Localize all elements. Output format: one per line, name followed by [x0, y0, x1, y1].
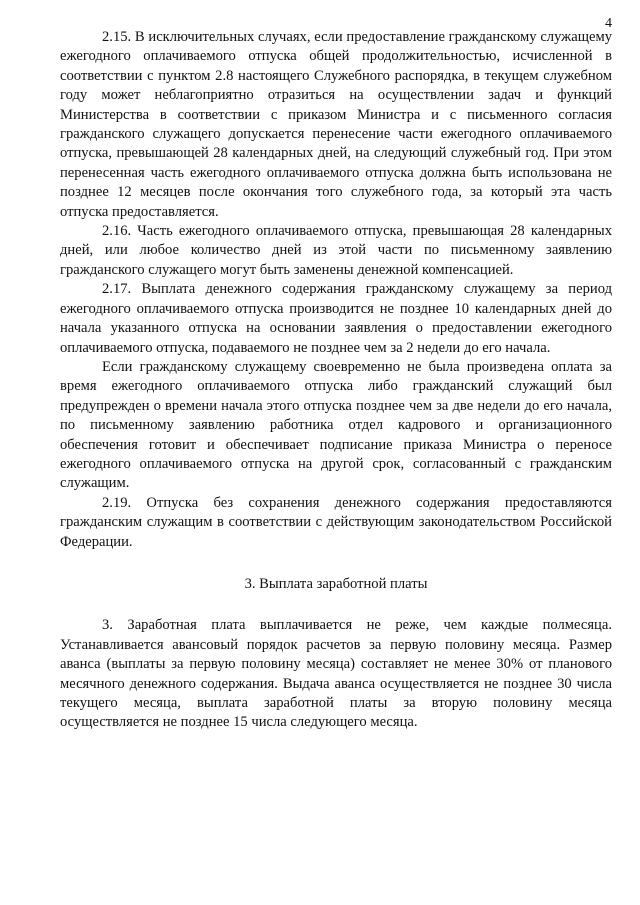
paragraph-2-17: 2.17. Выплата денежного содержания гражданскому служащему за период ежегодного оплачиваемого отпуска производится не позднее 10 календарных дней до начала указанного отпуска на основании заявления о предоставлении ежегодного оплачиваемого отпуска, подаваемого не позднее чем за 2 недели до его начала.: [60, 281, 612, 356]
section-heading: 3. Выплата заработной платы: [244, 575, 428, 592]
document-body: [60, 28, 612, 733]
paragraph-3: 3. Заработная плата выплачивается не реже, чем каждые полмесяца. Устанавливается авансовый порядок расчетов за первую половину месяца. Размер аванса (выплаты за первую половину месяца) составляет не менее 30% от планового месячного денежного содержания. Выдача аванса осуществляется не позднее 30 числа текущего месяца, выплата заработной платы за вторую половину месяца осуществляется не позднее 15 числа следующего месяца.: [60, 617, 612, 731]
paragraph-2-15: 2.15. В исключительных случаях, если предоставление гражданскому служащему ежегодного оплачиваемого отпуска общей продолжительностью, исчисленной в соответствии с пунктом 2.8 настоящего Служебного распорядка, в текущем служебном году может неблагоприятно отразиться на осуществлении задач и функций Министерства в соответствии с приказом Министра и с письменного согласия гражданского служащего допускается перенесение части ежегодного оплачиваемого отпуска, превышающей 28 календарных дней, на следующий служебный год. При этом перенесенная часть ежегодного оплачиваемого отпуска должна быть использована не позднее 12 месяцев после окончания того служебного года, за который эта часть отпуска предоставляется.: [60, 29, 612, 220]
paragraph-2-16: 2.16. Часть ежегодного оплачиваемого отпуска, превышающая 28 календарных дней, или любое количество дней из этой части по письменному заявлению гражданского служащего могут быть заменены денежной компенсацией.: [60, 223, 612, 278]
page-number: 4: [605, 16, 612, 31]
paragraph-2-19: 2.19. Отпуска без сохранения денежного содержания предоставляются гражданским служащим в соответствии с действующим законодательством Российской Федерации.: [60, 494, 612, 550]
paragraph-2-17-continuation: Если гражданскому служащему своевременно не была произведена оплата за время ежегодного оплачиваемого отпуска либо гражданский служащий был предупрежден о времени начала этого отпуска позднее чем за две недели до его начала, по письменному заявлению работника отдел кадрового и организационного обеспечения готовит и обеспечивает подписание приказа Министра о переносе ежегодного оплачиваемого отпуска на другой срок, согласованный с гражданским служащим.: [60, 358, 612, 492]
